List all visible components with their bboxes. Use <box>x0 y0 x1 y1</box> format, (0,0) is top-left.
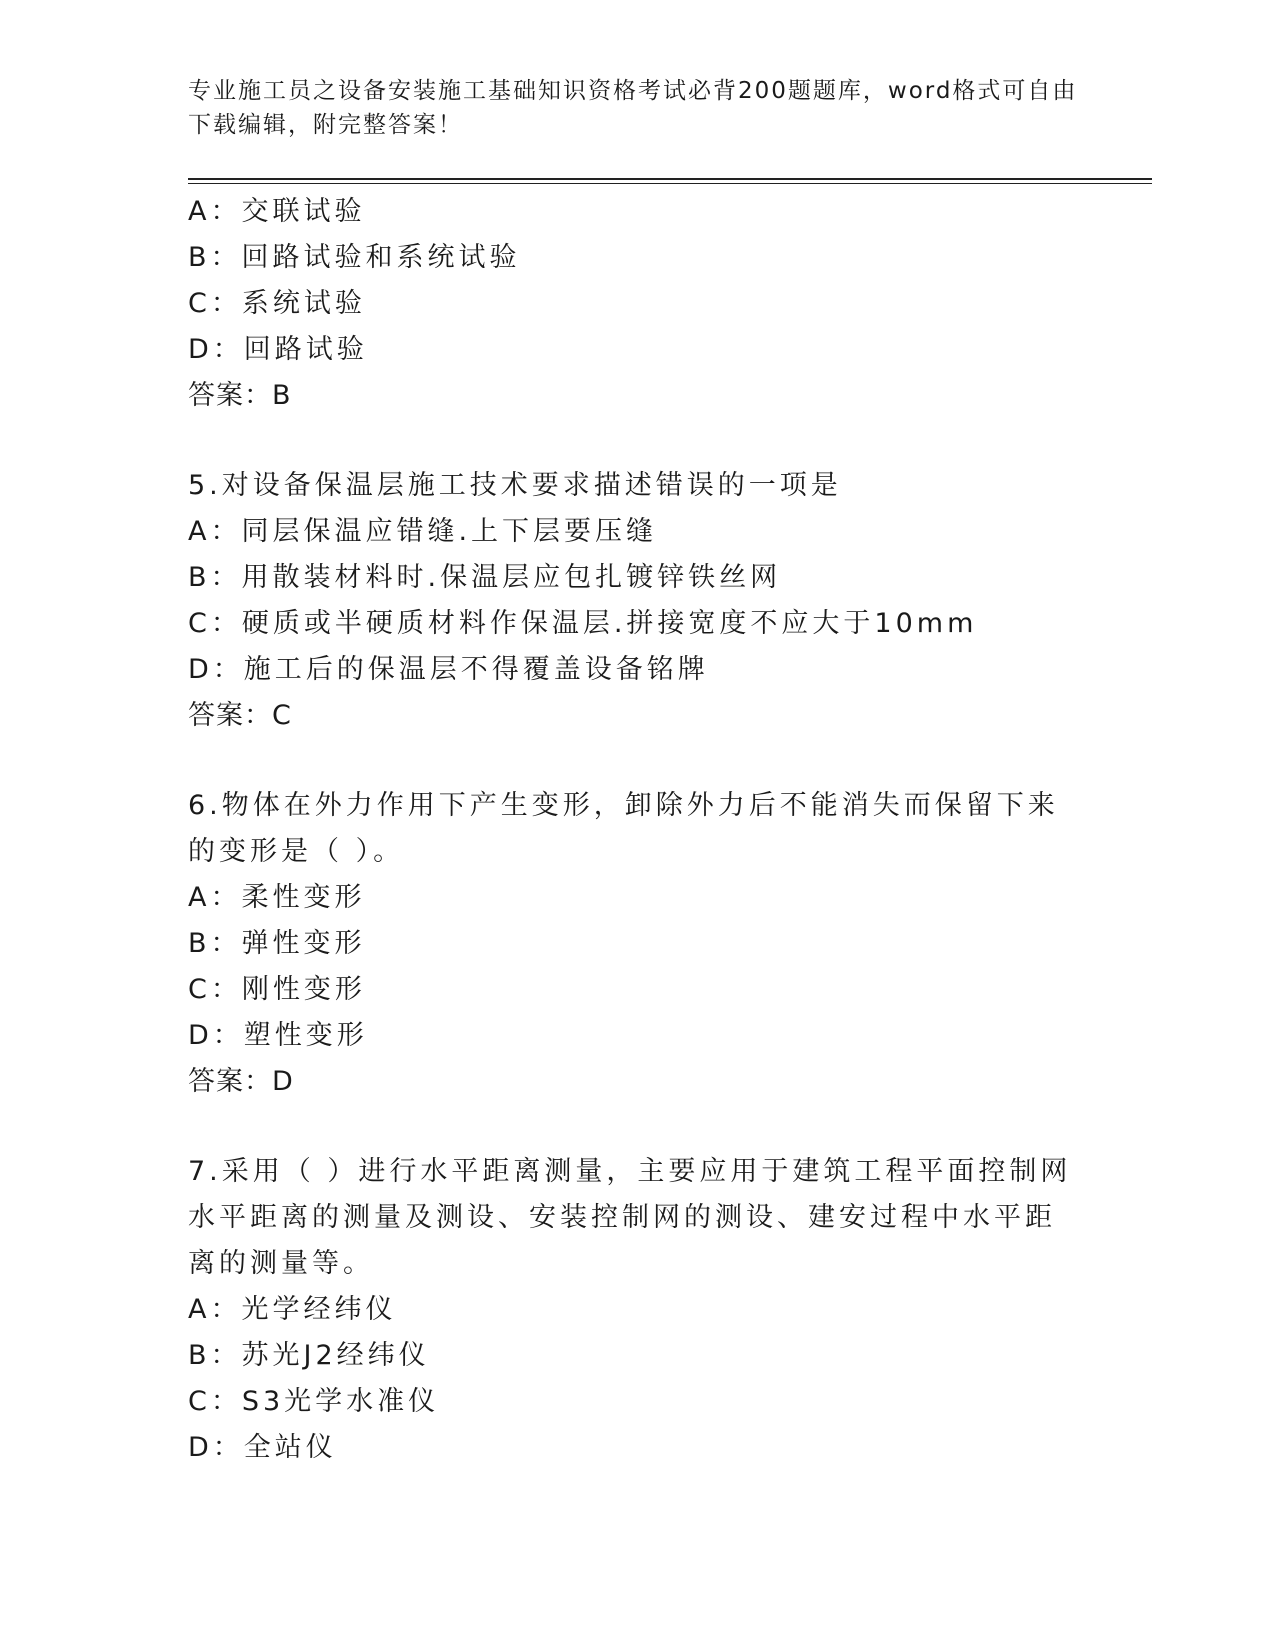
option-b: B：用散装材料时.保温层应包扎镀锌铁丝网 <box>188 562 782 593</box>
option-a: A：柔性变形 <box>188 882 366 913</box>
question-6 <box>188 783 1088 1105</box>
option-b: B：苏光J2经纬仪 <box>188 1340 430 1371</box>
header-rule-thin <box>188 183 1152 184</box>
option-c: C：系统试验 <box>188 288 366 319</box>
option-b: B：弹性变形 <box>188 928 366 959</box>
answer: 答案：D <box>188 1066 294 1097</box>
question-title: 5.对设备保温层施工技术要求描述错误的一项是 <box>188 470 842 501</box>
option-d: D：回路试验 <box>188 334 368 365</box>
answer: 答案：C <box>188 700 292 731</box>
header-rule-thick <box>188 178 1152 180</box>
option-c: C：刚性变形 <box>188 974 366 1005</box>
option-c: C：S3光学水准仪 <box>188 1386 440 1417</box>
option-a: A：同层保温应错缝.上下层要压缝 <box>188 516 658 547</box>
question-5 <box>188 463 1088 739</box>
question-list <box>188 189 1088 1471</box>
question-4-fragment <box>188 189 1088 419</box>
option-d: D：全站仪 <box>188 1432 337 1463</box>
answer: 答案：B <box>188 380 292 411</box>
option-d: D：塑性变形 <box>188 1020 368 1051</box>
option-b: B：回路试验和系统试验 <box>188 242 521 273</box>
option-d: D：施工后的保温层不得覆盖设备铭牌 <box>188 654 709 685</box>
option-a: A：光学经纬仪 <box>188 1294 397 1325</box>
document-header: 专业施工员之设备安装施工基础知识资格考试必背200题题库，word格式可自由下载编辑，附完整答案！ <box>188 78 1078 138</box>
question-title: 6.物体在外力作用下产生变形，卸除外力后不能消失而保留下来的变形是（ ）。 <box>188 790 1059 867</box>
option-a: A：交联试验 <box>188 196 366 227</box>
option-c: C：硬质或半硬质材料作保温层.拼接宽度不应大于10mm <box>188 608 978 639</box>
question-title: 7.采用（ ）进行水平距离测量，主要应用于建筑工程平面控制网水平距离的测量及测设、安装控制网的测设、建安过程中水平距离的测量等。 <box>188 1156 1072 1279</box>
question-7 <box>188 1149 1088 1471</box>
